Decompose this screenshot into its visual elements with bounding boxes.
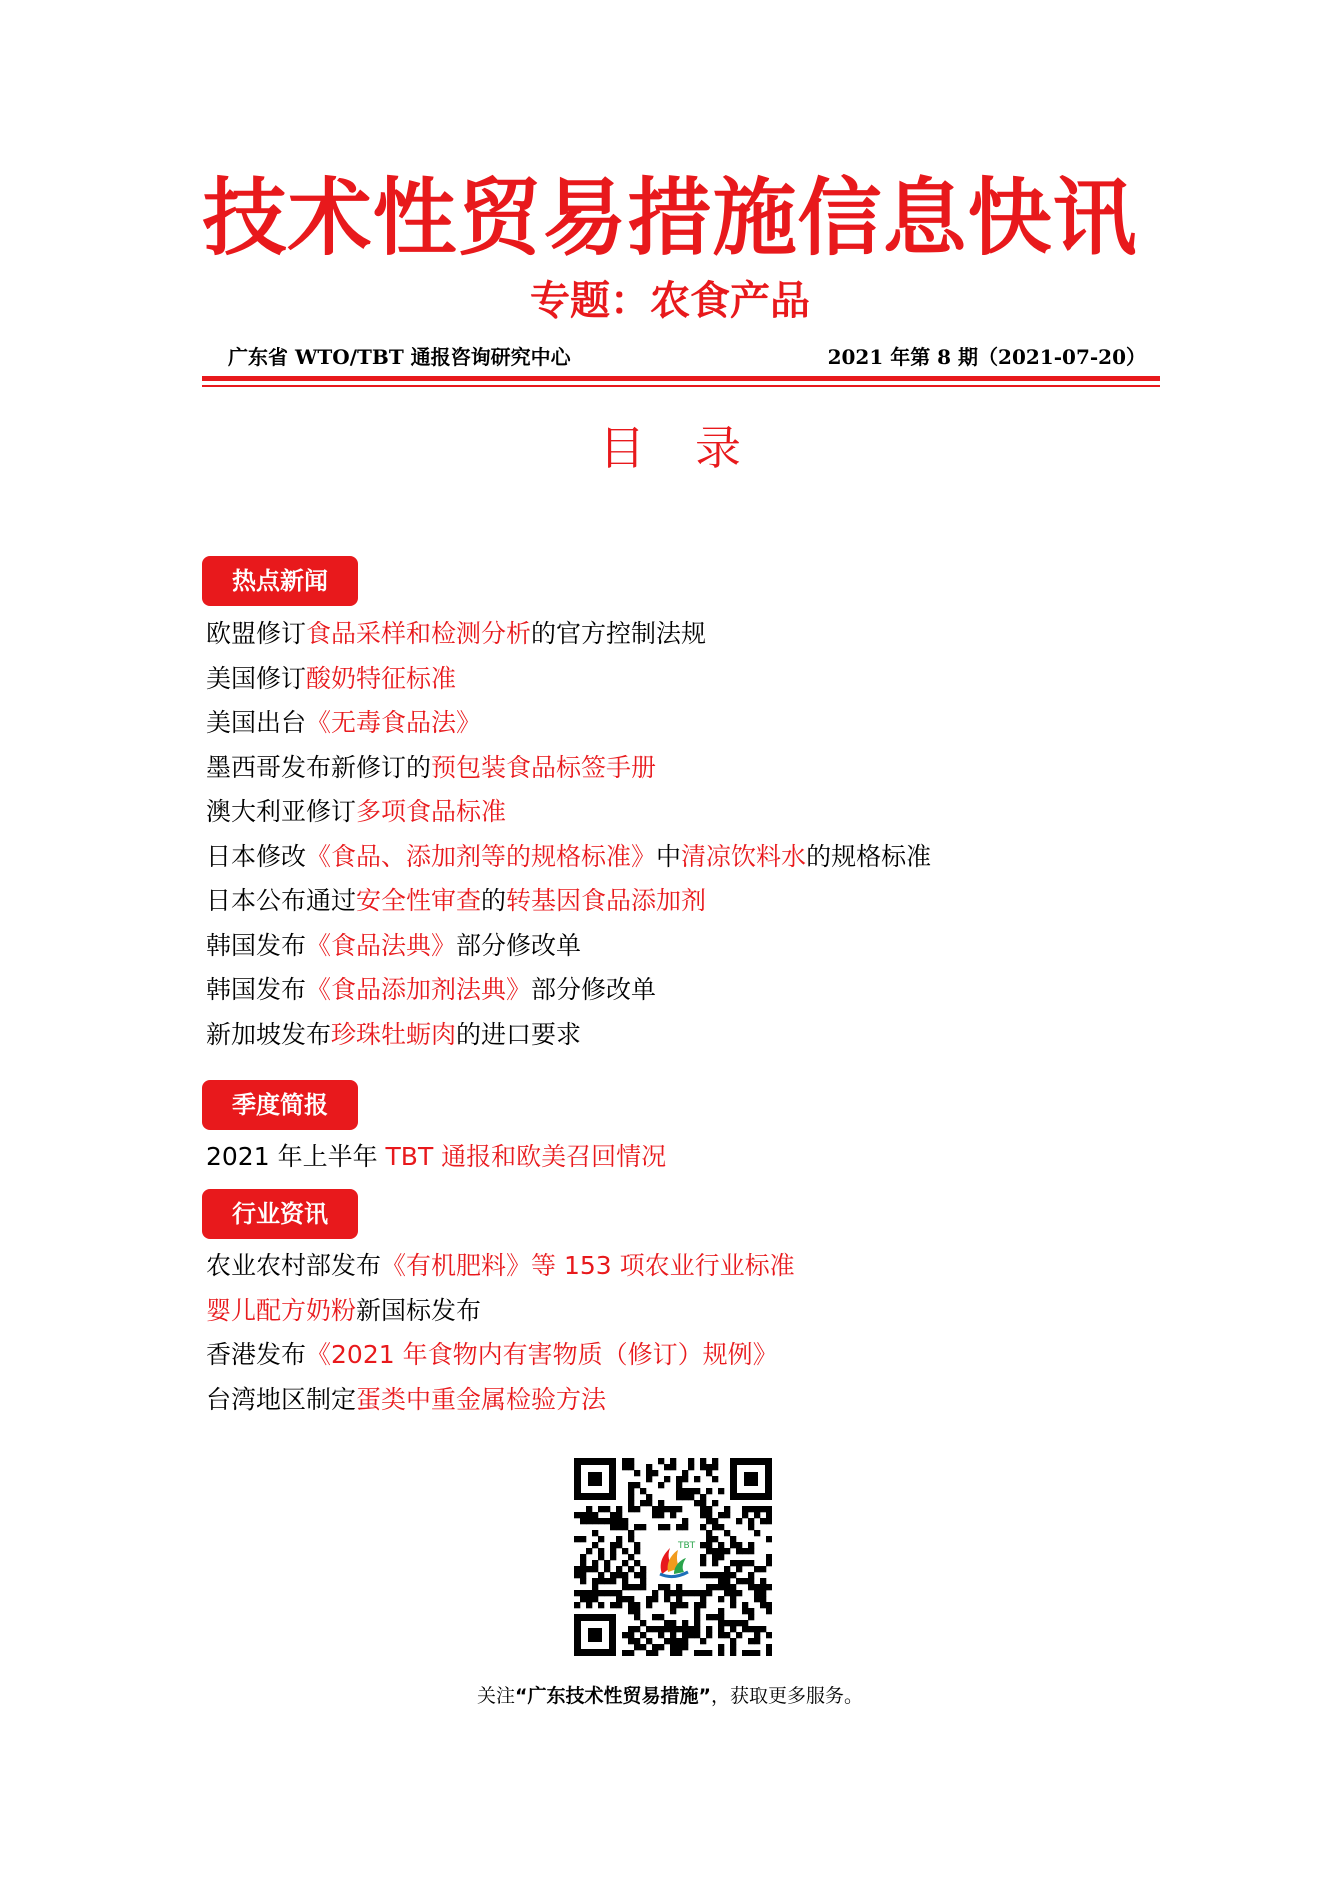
header-divider-thick [202,376,1160,381]
toc-item[interactable] [206,1378,1206,1423]
toc-item-text: 的进口要求 [456,1019,582,1049]
toc-item-text: 日本修改 [206,841,307,871]
toc-item-highlight: 蛋类中重金属检验方法 [356,1384,607,1414]
toc-item-text: 新加坡发布 [206,1019,332,1049]
toc-item[interactable] [206,968,1206,1013]
toc-item-highlight: 多项食品标准 [356,797,507,826]
toc-item[interactable] [206,879,1206,924]
hot-news-list [206,612,1206,1057]
toc-item-highlight: 转基因食品添加剂 [506,886,707,915]
toc-item-text: 香港发布 [206,1340,307,1369]
section-badge-industry: 行业资讯 [202,1189,358,1239]
caption-suffix: ，获取更多服务。 [710,1685,863,1707]
toc-item-text: 的官方控制法规 [531,619,707,648]
toc-item-text: 欧盟修订 [206,619,307,648]
toc-item[interactable] [206,1013,1206,1058]
toc-item-highlight: 酸奶特征标准 [306,663,457,693]
publication-info-line [228,342,1146,372]
toc-item-text: 新国标发布 [356,1295,482,1325]
caption-prefix: 关注 [476,1685,515,1707]
toc-item-text: 的 [481,886,507,915]
toc-item-highlight: 婴儿配方奶粉 [206,1295,357,1325]
toc-item-highlight: 珍珠牡蛎肉 [331,1019,457,1049]
toc-item[interactable] [206,612,1206,657]
toc-item-text: 美国出台 [206,708,307,737]
toc-item[interactable] [206,746,1206,791]
caption-account: “广东技术性贸易措施” [515,1685,711,1707]
toc-item-text: 澳大利亚修订 [206,797,357,826]
qr-code[interactable] [574,1458,772,1656]
publication-subtitle: 专题：农食产品 [530,278,810,324]
toc-item[interactable] [206,790,1206,835]
organization-name: 广东省 WTO/TBT 通报咨询研究中心 [228,345,571,369]
toc-item-text: 部分修改单 [456,930,582,960]
toc-item-text: 2021 年上半年 [206,1142,386,1171]
toc-item-text: 美国修订 [206,663,307,693]
toc-item-text: 农业农村部发布 [206,1251,382,1280]
toc-item[interactable] [206,1135,1206,1180]
quarterly-list [206,1135,1206,1180]
toc-item-text: 台湾地区制定 [206,1384,357,1414]
toc-item-highlight: 食品采样和检测分析 [306,619,532,648]
toc-item-highlight: 安全性审查 [356,886,482,915]
header-divider-thin [202,385,1160,387]
toc-item-text: 墨西哥发布新修订的 [206,752,432,782]
toc-item-highlight: 预包装食品标签手册 [431,752,657,782]
toc-item-highlight: 《2021 年食物内有害物质（修订）规例》 [306,1340,778,1369]
toc-item-highlight: TBT 通报和欧美召回情况 [385,1142,667,1171]
toc-item[interactable] [206,924,1206,969]
toc-item-highlight: 《有机肥料》等 153 项农业行业标准 [381,1251,795,1280]
toc-item-highlight: 《无毒食品法》 [306,708,482,737]
toc-item[interactable] [206,1333,1206,1378]
toc-item[interactable] [206,657,1206,702]
toc-item-highlight: 《食品添加剂法典》 [306,975,532,1004]
qr-logo-text: TBT [678,1541,696,1551]
publication-title: 技术性贸易措施信息快讯 [202,169,1138,267]
toc-item-text: 日本公布通过 [206,886,357,915]
toc-item-text: 韩国发布 [206,975,307,1004]
issue-info: 2021 年第 8 期（2021-07-20） [827,345,1146,369]
toc-item-text: 中 [656,841,682,871]
toc-item[interactable] [206,1244,1206,1289]
toc-title: 目录 [599,421,791,475]
toc-item-highlight: 《食品法典》 [306,930,457,960]
section-badge-hot-news: 热点新闻 [202,556,358,606]
industry-list [206,1244,1206,1422]
qr-center-logo-icon [652,1536,696,1578]
section-badge-quarterly: 季度简报 [202,1080,358,1130]
toc-item-text: 部分修改单 [531,975,657,1004]
toc-item[interactable] [206,1289,1206,1334]
toc-item[interactable] [206,701,1206,746]
toc-item-highlight: 清凉饮料水 [681,841,807,871]
toc-item-text: 的规格标准 [806,841,932,871]
toc-item-text: 韩国发布 [206,930,307,960]
toc-item-highlight: 《食品、添加剂等的规格标准》 [306,841,657,871]
toc-item[interactable] [206,835,1206,880]
qr-caption [0,1683,1340,1709]
